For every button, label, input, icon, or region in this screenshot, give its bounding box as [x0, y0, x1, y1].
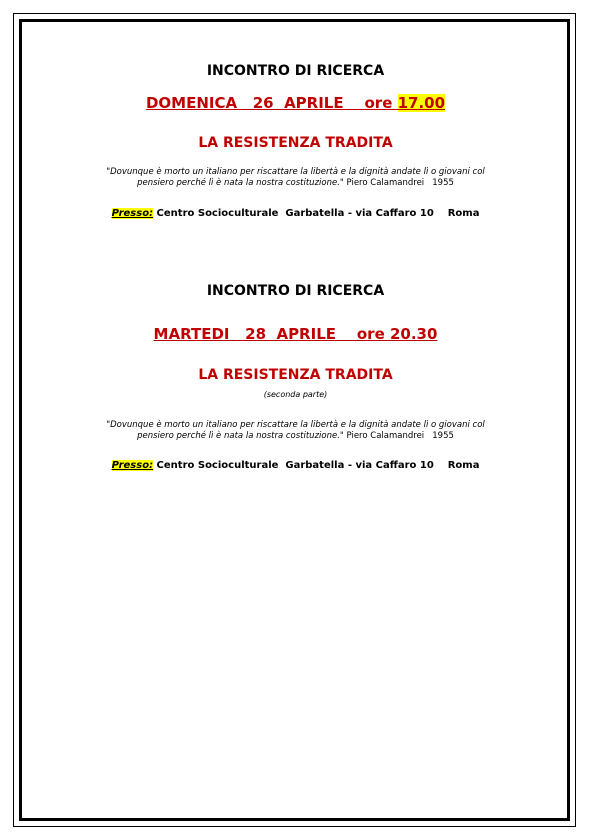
event-2-presso-label: Presso: [111, 460, 154, 471]
event-1-quote-line2 [0, 178, 591, 189]
event-2-quote-line2 [0, 431, 591, 442]
event-2-quote-author: Piero Calamandrei 1955 [343, 431, 454, 441]
event-1-quote-line1: "Dovunque è morto un italiano per riscattare la libertà e la dignità andate lì o giovani col [106, 167, 485, 177]
event-2-venue-text: Centro Socioculturale Garbatella - via Caffaro 10 Roma [153, 460, 480, 471]
event-1-presso-label: Presso: [111, 208, 154, 219]
event-2-quote [0, 420, 591, 442]
event-1-time-highlight: 17.00 [397, 94, 446, 112]
event-2-date: MARTEDI 28 APRILE ore 20.30 [153, 325, 438, 343]
event-1-date [0, 94, 591, 112]
event-1-venue-text: Centro Socioculturale Garbatella - via Caffaro 10 Roma [153, 208, 480, 219]
event-1-venue [0, 208, 591, 219]
event-2-heading: INCONTRO DI RICERCA [206, 283, 385, 299]
event-1-date-label: DOMENICA 26 APRILE ore [145, 94, 398, 112]
event-1-quote-text: pensiero perché lì è nata la nostra costituzione." [137, 178, 344, 188]
event-1-quote-author: Piero Calamandrei 1955 [343, 178, 454, 188]
event-2-quote-text: pensiero perché lì è nata la nostra costituzione." [137, 431, 344, 441]
event-2-subtitle: (seconda parte) [263, 390, 328, 399]
event-1-title: LA RESISTENZA TRADITA [198, 135, 393, 151]
event-2-quote-line1: "Dovunque è morto un italiano per riscattare la libertà e la dignità andate lì o giovani col [106, 420, 485, 430]
event-2-title: LA RESISTENZA TRADITA [198, 367, 393, 383]
event-1-heading: INCONTRO DI RICERCA [206, 63, 385, 79]
event-2-venue [0, 460, 591, 471]
event-1-quote [0, 167, 591, 189]
